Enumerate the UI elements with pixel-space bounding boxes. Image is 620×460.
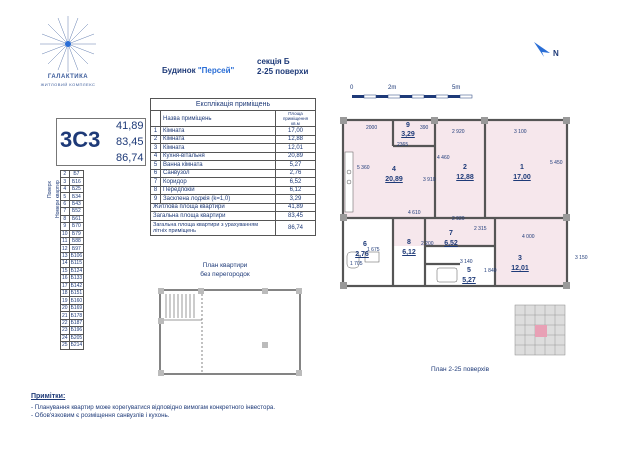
floor-row bbox=[61, 193, 84, 200]
floor-row bbox=[61, 297, 84, 304]
explication-cell-name: Санвузол bbox=[161, 169, 276, 178]
floor-number: 2 bbox=[61, 171, 70, 178]
floors-head-num: Номери квартир bbox=[55, 180, 61, 218]
dim-4000: 4 000 bbox=[522, 234, 535, 240]
plan-without-title-1: План квартири bbox=[202, 262, 248, 269]
floor-number: 23 bbox=[62, 327, 68, 334]
explication-cell-name: Кімната bbox=[161, 127, 276, 136]
apartment-floor-plan bbox=[335, 112, 575, 292]
explication-total-loggia-value: 86,74 bbox=[276, 220, 316, 235]
explication-cell-n: 9 bbox=[151, 195, 161, 204]
floors-table bbox=[60, 170, 84, 350]
floor-row bbox=[61, 178, 84, 185]
dim-1705: 1 705 bbox=[350, 261, 363, 267]
dim-3150: 3 150 bbox=[575, 255, 588, 261]
room-num-6: 6 bbox=[363, 241, 367, 248]
explication-row bbox=[151, 195, 316, 204]
floor-number: 11 bbox=[62, 238, 68, 245]
dim-3140: 3 140 bbox=[460, 259, 473, 265]
floor-row bbox=[61, 200, 84, 207]
apartment-number: Б16 bbox=[69, 178, 84, 185]
notes-title: Примітки: bbox=[31, 393, 66, 400]
explication-cell-n: 6 bbox=[151, 169, 161, 178]
room-area-2: 12,88 bbox=[456, 174, 474, 181]
star-logo-icon bbox=[32, 14, 104, 74]
key-plan-thumbnail bbox=[510, 300, 570, 360]
explication-cell-area: 2,76 bbox=[276, 169, 316, 178]
building-name: "Персей" bbox=[197, 66, 235, 75]
explication-cell-name: Кімната bbox=[161, 135, 276, 144]
logo bbox=[32, 14, 104, 89]
dim-2200: 2 200 bbox=[421, 241, 434, 247]
room-area-3: 12,01 bbox=[511, 265, 529, 272]
apartment-number: Б151 bbox=[70, 290, 83, 297]
apartment-number: Б133 bbox=[70, 275, 83, 282]
floor-number: 25 bbox=[62, 342, 68, 349]
room-area-5: 5,27 bbox=[462, 277, 476, 284]
room-num-5: 5 bbox=[467, 267, 471, 274]
apartment-number: Б115 bbox=[70, 260, 82, 267]
apartment-number: Б97 bbox=[69, 245, 84, 252]
floor-number: 13 bbox=[62, 253, 68, 260]
scale-5m: 5m bbox=[452, 85, 461, 91]
explication-cell-area: 17,00 bbox=[276, 127, 316, 136]
dim-5360: 5 360 bbox=[357, 165, 370, 171]
section-label: секція Б bbox=[257, 57, 290, 66]
building-prefix: Будинок bbox=[162, 66, 198, 75]
floor-number: 6 bbox=[61, 200, 70, 207]
floor-row bbox=[61, 245, 84, 252]
floor-number: 16 bbox=[62, 275, 68, 282]
explication-col-name: Назва приміщень bbox=[161, 111, 276, 127]
apartment-number: Б178 bbox=[70, 312, 83, 319]
floor-number: 21 bbox=[62, 312, 68, 319]
floor-row bbox=[61, 290, 84, 297]
floor-number: 4 bbox=[61, 185, 70, 192]
dim-2315: 2 315 bbox=[474, 226, 487, 232]
floor-number: 3 bbox=[61, 178, 70, 185]
floor-number: 24 bbox=[62, 334, 68, 341]
floor-row bbox=[61, 275, 84, 282]
apartment-number: Б160 bbox=[70, 297, 83, 304]
floor-row bbox=[61, 223, 84, 230]
room-area-6: 2,76 bbox=[355, 251, 369, 258]
scale-2m: 2m bbox=[388, 85, 397, 91]
explication-cell-name: Кухня-вітальня bbox=[161, 152, 276, 161]
apartment-area-total: 83,45 bbox=[116, 136, 144, 148]
apartment-number: Б61 bbox=[69, 215, 84, 222]
room-num-1: 1 bbox=[520, 164, 524, 171]
floor-number: 12 bbox=[62, 245, 68, 252]
notes-line-1: - Планування квартир може корегуватися відповідно вимогам конкретного інвестора. bbox=[31, 404, 276, 411]
floor-row bbox=[61, 312, 84, 319]
dim-2365: 2365 bbox=[397, 142, 409, 148]
floor-row bbox=[61, 237, 84, 244]
floor-number: 5 bbox=[61, 193, 70, 200]
explication-cell-n: 4 bbox=[151, 152, 161, 161]
room-num-8: 8 bbox=[407, 239, 411, 246]
explication-row bbox=[151, 144, 316, 153]
floor-number: 20 bbox=[62, 305, 68, 312]
floor-row bbox=[61, 334, 84, 341]
room-num-2: 2 bbox=[463, 164, 467, 171]
floor-row bbox=[61, 185, 84, 192]
floor-row bbox=[61, 342, 84, 349]
floor-number: 19 bbox=[62, 297, 68, 304]
explication-cell-area: 5,27 bbox=[276, 161, 316, 170]
dim-1675: 1 675 bbox=[367, 247, 380, 253]
scale-bar bbox=[350, 93, 480, 101]
explication-cell-n: 5 bbox=[151, 161, 161, 170]
explication-cell-name: Кімната bbox=[161, 144, 276, 153]
explication-row bbox=[151, 169, 316, 178]
explication-col-area: Площа приміщення кв.м bbox=[276, 111, 316, 127]
apartment-number: Б88 bbox=[69, 237, 84, 244]
dim-5450: 5 450 bbox=[550, 160, 563, 166]
explication-total-loggia-label: Загальна площа квартири з урахуванням літніх приміщень bbox=[151, 220, 276, 235]
dim-1840: 1 840 bbox=[484, 268, 497, 274]
apartment-number: Б52 bbox=[69, 208, 84, 215]
dim-390: 390 bbox=[420, 125, 429, 131]
floor-row bbox=[61, 304, 84, 311]
floor-number: 17 bbox=[62, 282, 68, 289]
explication-cell-n: 3 bbox=[151, 144, 161, 153]
explication-cell-area: 6,52 bbox=[276, 178, 316, 187]
floor-number: 22 bbox=[62, 319, 68, 326]
explication-living-label: Житлова площа квартири bbox=[151, 203, 276, 212]
floor-number: 15 bbox=[62, 267, 68, 274]
apartment-number: Б169 bbox=[70, 305, 83, 312]
apartment-number: Б214 bbox=[70, 342, 83, 349]
dim-3100: 3 100 bbox=[514, 129, 527, 135]
explication-cell-n: 1 bbox=[151, 127, 161, 136]
floor-row bbox=[61, 260, 84, 267]
floor-plan-label: План 2-25 поверхів bbox=[430, 366, 490, 373]
explication-cell-area: 20,89 bbox=[276, 152, 316, 161]
room-area-1: 17,00 bbox=[513, 174, 531, 181]
room-area-8: 6,12 bbox=[402, 249, 416, 256]
explication-cell-n: 7 bbox=[151, 178, 161, 187]
logo-name: ГАЛАКТИКА bbox=[47, 74, 89, 80]
apartment-number: Б79 bbox=[69, 230, 84, 237]
explication bbox=[150, 98, 316, 236]
room-num-7: 7 bbox=[449, 230, 453, 237]
apartment-area-living: 41,89 bbox=[116, 120, 144, 132]
floor-number: 9 bbox=[61, 223, 70, 230]
apartment-number: Б70 bbox=[69, 223, 84, 230]
explication-row bbox=[151, 135, 316, 144]
floor-number: 14 bbox=[62, 260, 68, 267]
explication-total-label: Загальна площа квартири bbox=[151, 212, 276, 221]
room-area-4: 20,89 bbox=[385, 176, 403, 183]
dim-2000: 2000 bbox=[366, 125, 378, 131]
dim-2920-mid: 2 920 bbox=[452, 216, 465, 222]
plan-without-title-2: без перегородок bbox=[200, 271, 250, 278]
explication-cell-area: 6,12 bbox=[276, 186, 316, 195]
floor-number: 8 bbox=[61, 215, 70, 222]
room-area-7: 6,52 bbox=[444, 240, 458, 247]
explication-cell-area: 3,29 bbox=[276, 195, 316, 204]
floor-number: 7 bbox=[61, 208, 70, 215]
apartment-number: Б196 bbox=[70, 327, 83, 334]
explication-row bbox=[151, 161, 316, 170]
floor-row bbox=[61, 327, 84, 334]
room-area-9: 3,29 bbox=[401, 131, 415, 138]
floor-row bbox=[61, 252, 84, 259]
floors-head-floor: Поверх bbox=[47, 181, 53, 198]
apartment-number: Б106 bbox=[70, 253, 83, 260]
building-title bbox=[162, 66, 234, 75]
notes-line-2: - Обов'язковим є розміщення санвузлів і кухонь. bbox=[31, 412, 170, 419]
dim-4460: 4 460 bbox=[437, 155, 450, 161]
room-num-3: 3 bbox=[518, 255, 522, 262]
floor-row bbox=[61, 215, 84, 222]
explication-living-value: 41,89 bbox=[276, 203, 316, 212]
plan-without-partitions bbox=[152, 282, 312, 382]
explication-table bbox=[150, 98, 316, 236]
explication-cell-n: 8 bbox=[151, 186, 161, 195]
dim-3910: 3 910 bbox=[423, 177, 436, 183]
floor-row bbox=[61, 282, 84, 289]
explication-cell-name: Передпокій bbox=[161, 186, 276, 195]
apartment-number: Б124 bbox=[70, 267, 83, 274]
apartment-number: Б43 bbox=[69, 200, 84, 207]
floor-row bbox=[61, 230, 84, 237]
apartment-number: Б205 bbox=[70, 334, 83, 341]
explication-cell-area: 12,88 bbox=[276, 135, 316, 144]
apartment-number: Б142 bbox=[70, 282, 83, 289]
explication-cell-name: Засклена лоджія (k=1,0) bbox=[161, 195, 276, 204]
explication-row bbox=[151, 178, 316, 187]
apartment-number: Б25 bbox=[69, 185, 84, 192]
explication-row bbox=[151, 186, 316, 195]
explication-row bbox=[151, 127, 316, 136]
apartment-area-total-loggia: 86,74 bbox=[116, 152, 144, 164]
explication-cell-n: 2 bbox=[151, 135, 161, 144]
dim-4610: 4 610 bbox=[408, 210, 421, 216]
explication-cell-area: 12,01 bbox=[276, 144, 316, 153]
scale-0: 0 bbox=[350, 85, 354, 91]
room-num-4: 4 bbox=[392, 166, 396, 173]
room-num-9: 9 bbox=[406, 122, 410, 129]
explication-cell-name: Коридор bbox=[161, 178, 276, 187]
floor-number: 10 bbox=[62, 230, 68, 237]
floor-number: 18 bbox=[62, 290, 68, 297]
apartment-number: Б187 bbox=[70, 319, 83, 326]
logo-subtitle: ЖИТЛОВИЙ КОМПЛЕКС bbox=[40, 82, 96, 87]
explication-row bbox=[151, 152, 316, 161]
explication-title: Експлікація приміщень bbox=[151, 99, 316, 111]
floor-row bbox=[61, 171, 84, 178]
apartment-number: Б34 bbox=[69, 193, 84, 200]
dim-2920-top: 2 920 bbox=[452, 129, 465, 135]
explication-cell-name: Ванна кімната bbox=[161, 161, 276, 170]
floor-row bbox=[61, 267, 84, 274]
north-label: N bbox=[553, 49, 559, 58]
apartment-code: 3С3 bbox=[60, 127, 101, 152]
floors-label: 2-25 поверхи bbox=[257, 67, 309, 76]
apartment-number: Б7 bbox=[69, 171, 84, 178]
floor-row bbox=[61, 208, 84, 215]
explication-total-value: 83,45 bbox=[276, 212, 316, 221]
floor-row bbox=[61, 319, 84, 326]
